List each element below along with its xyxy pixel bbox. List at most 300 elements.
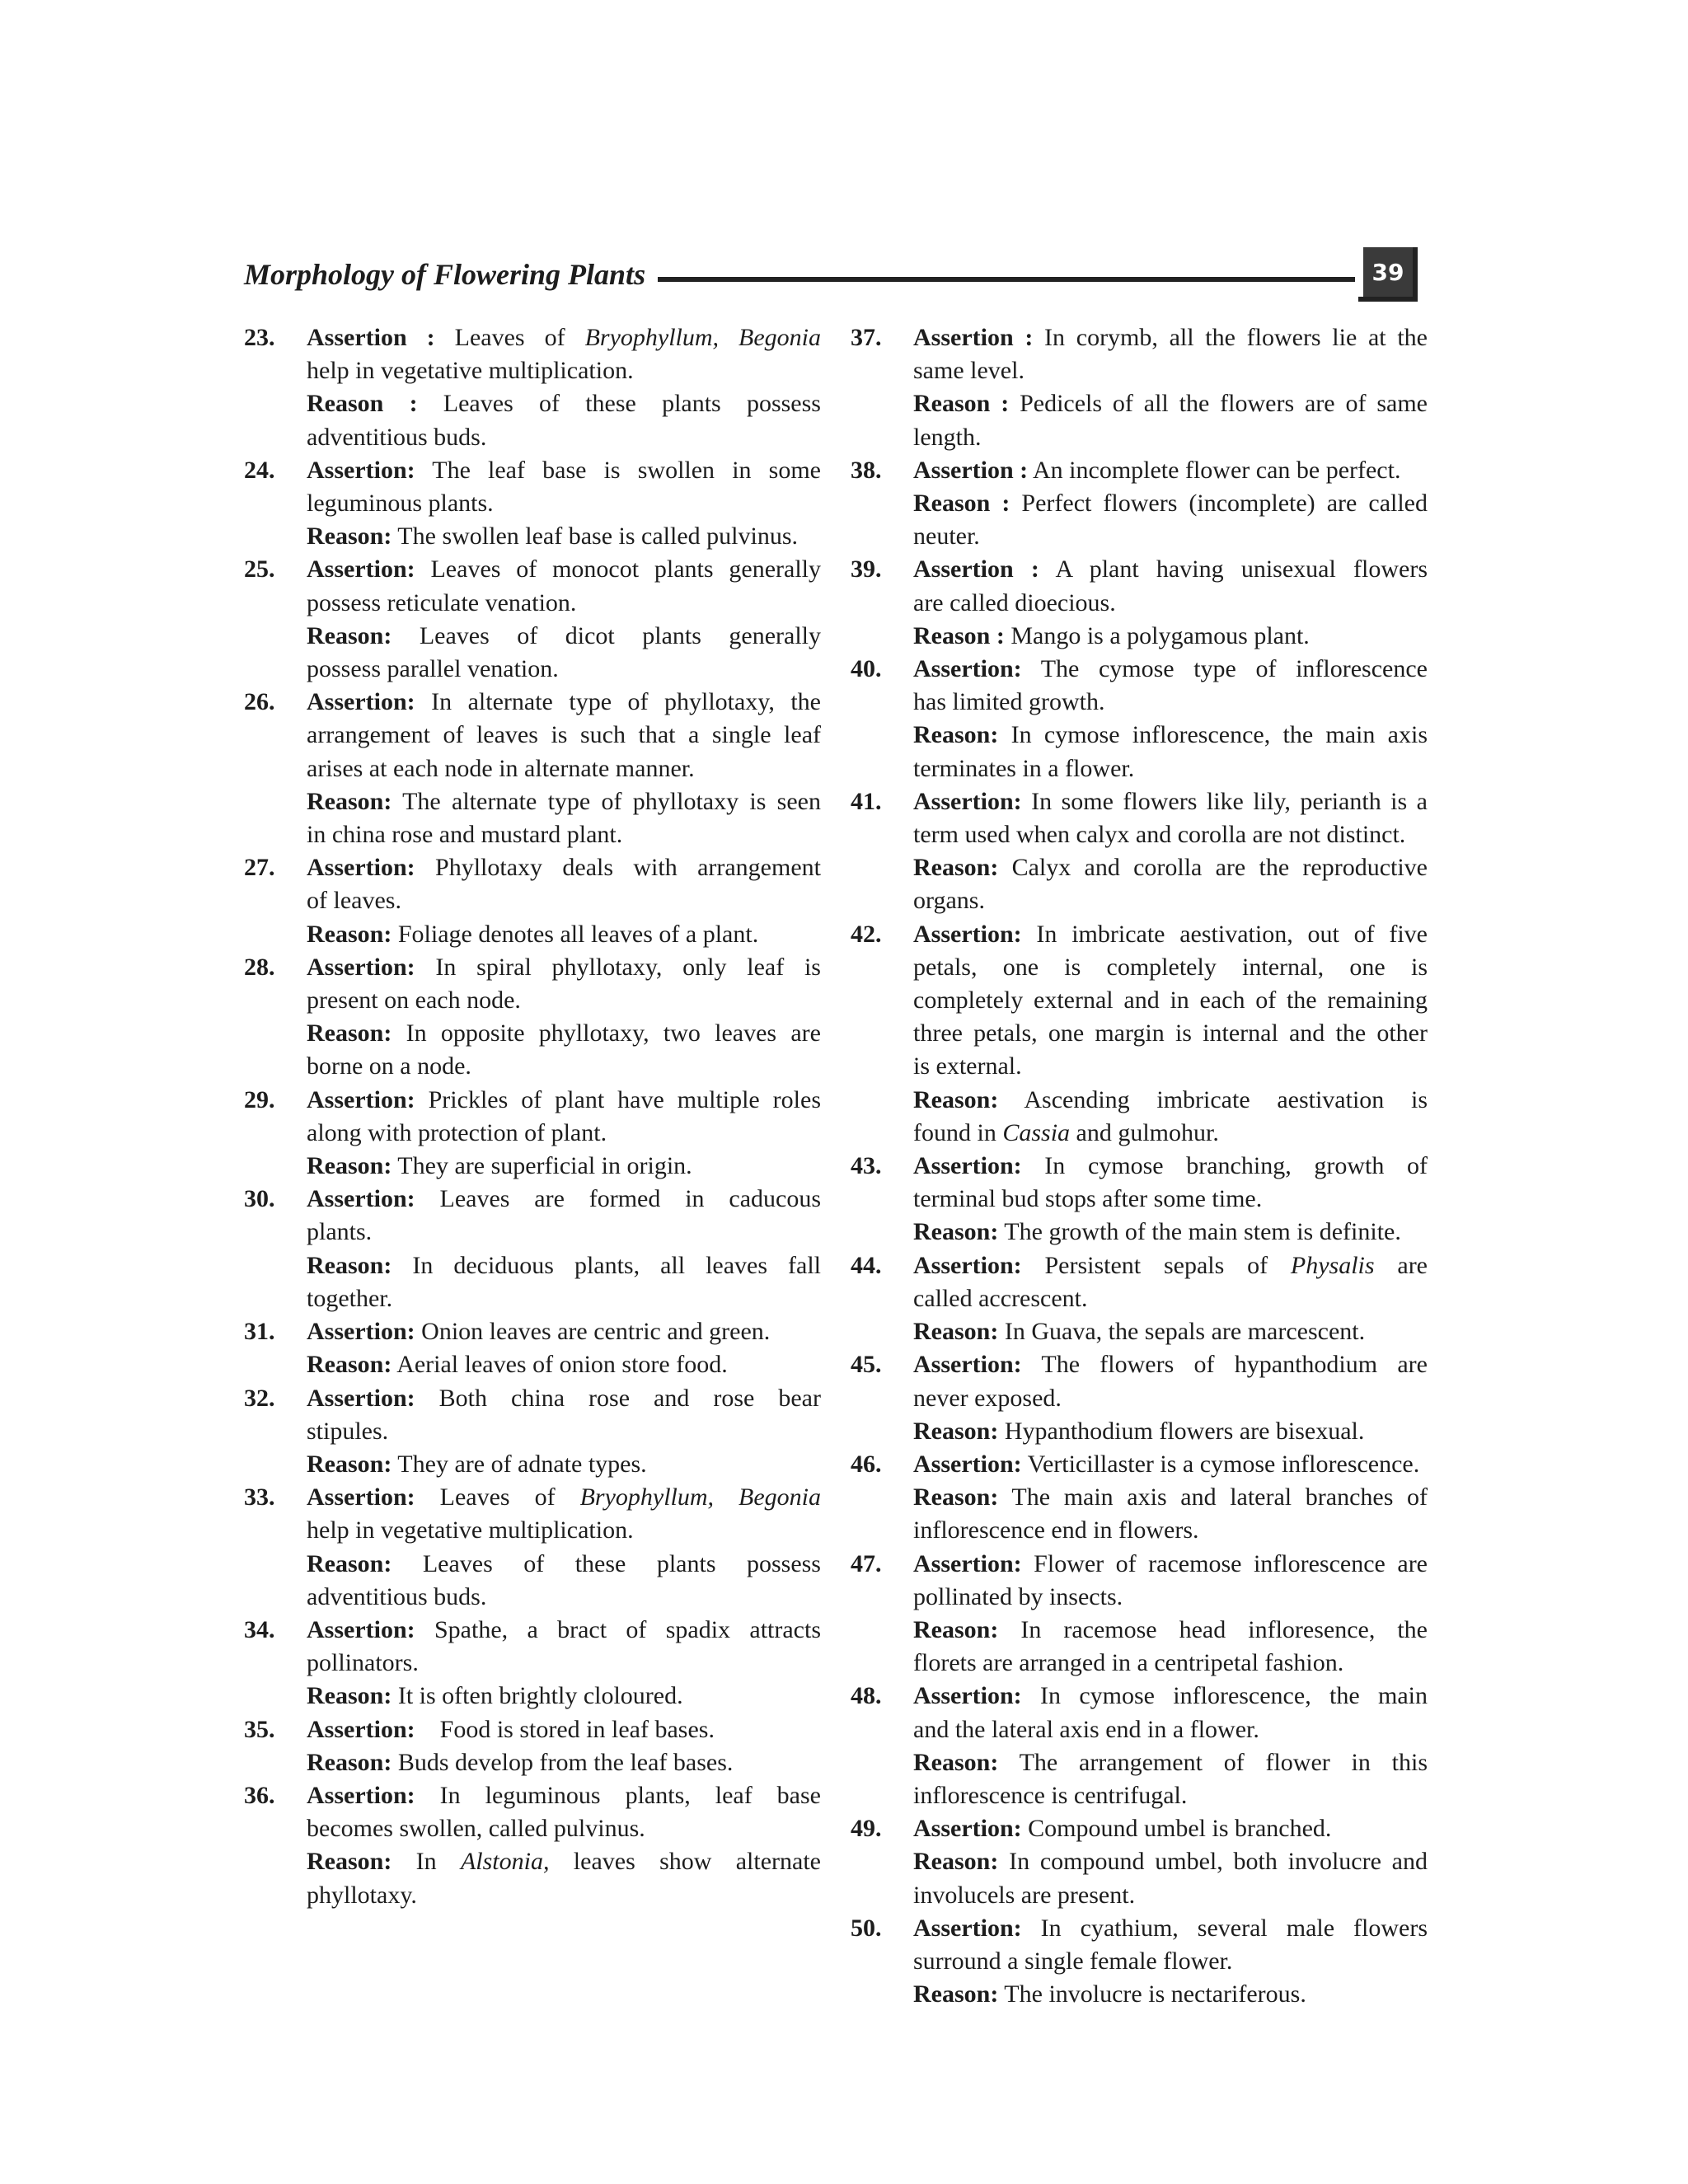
label: Reason: — [913, 721, 999, 749]
question-number: 42. — [851, 920, 882, 948]
question-number: 37. — [851, 324, 882, 351]
label: Reason: — [307, 523, 392, 551]
text-segment: In imbricate aestivation, out of five — [1021, 920, 1428, 948]
text-line — [913, 1282, 1428, 1315]
text-line — [307, 321, 821, 354]
text-segment: organs. — [913, 887, 985, 915]
label: Reason: — [913, 1848, 999, 1876]
text-line — [307, 1548, 821, 1581]
text-line — [307, 421, 821, 454]
text-segment: In alternate type of phyllotaxy, the — [415, 688, 821, 716]
label: Reason: — [913, 1085, 999, 1113]
text-segment: adventitious buds. — [307, 1582, 487, 1610]
page-number-edge — [1413, 247, 1418, 302]
text-segment: Buds develop from the leaf bases. — [392, 1748, 734, 1776]
text-segment: never exposed. — [913, 1384, 1062, 1412]
question-item — [244, 553, 821, 686]
text-line — [307, 1348, 821, 1381]
question-item — [851, 1548, 1428, 1680]
text-segment: The involucre is nectariferous. — [998, 1980, 1306, 2008]
question-number: 26. — [244, 688, 275, 716]
question-number: 32. — [244, 1384, 275, 1412]
text-line — [307, 1647, 821, 1680]
text-line — [913, 421, 1428, 454]
text-line — [913, 1879, 1428, 1912]
right-column — [851, 321, 1428, 2011]
text-segment: A plant having unisexual flowers — [1039, 555, 1428, 583]
text-line — [913, 686, 1428, 719]
text-line — [307, 653, 821, 686]
question-number: 43. — [851, 1152, 882, 1180]
text-line — [913, 1084, 1428, 1117]
text-line — [913, 1117, 1428, 1150]
text-line — [913, 1548, 1428, 1581]
text-line — [307, 1017, 821, 1050]
text-segment: along with protection of plant. — [307, 1118, 607, 1146]
scientific-name: Bryophyllum, Begonia — [579, 1483, 821, 1511]
text-segment: In cymose inflorescence, the main axis — [998, 721, 1428, 749]
text-segment: They are superficial in origin. — [392, 1152, 692, 1180]
label: Assertion: — [307, 1615, 415, 1643]
text-line — [307, 1216, 821, 1249]
text-line — [307, 1448, 821, 1481]
text-segment: help in vegetative multiplication. — [307, 1516, 634, 1544]
text-segment: term used when calyx and corolla are not distinct. — [913, 821, 1406, 849]
text-line — [913, 984, 1428, 1017]
text-line — [913, 487, 1428, 520]
text-line — [913, 1514, 1428, 1547]
text-segment: found in — [913, 1118, 1003, 1146]
text-segment: of leaves. — [307, 887, 401, 915]
label: Reason: — [913, 1483, 999, 1511]
text-segment: Leaves of — [434, 324, 585, 351]
text-segment: In spiral phyllotaxy, only leaf is — [415, 953, 821, 981]
text-segment: adventitious buds. — [307, 423, 487, 451]
question-item — [851, 321, 1428, 454]
text-line — [307, 1845, 821, 1878]
text-line — [307, 620, 821, 653]
text-line — [913, 851, 1428, 884]
text-line — [307, 1150, 821, 1183]
text-line — [307, 354, 821, 387]
text-segment: In cymose inflorescence, the main — [1021, 1682, 1428, 1710]
text-segment: It is often brightly cloloured. — [392, 1682, 683, 1710]
text-line — [307, 1249, 821, 1282]
text-segment: Leaves of monocot plants generally — [415, 555, 821, 583]
text-segment: possess reticulate venation. — [307, 588, 577, 616]
text-segment: Flower of racemose inflorescence are — [1021, 1549, 1428, 1577]
text-segment: neuter. — [913, 523, 980, 551]
label: Reason : — [913, 390, 1010, 418]
page-number: 39 — [1363, 247, 1413, 297]
text-line — [307, 1481, 821, 1514]
text-line — [913, 1614, 1428, 1647]
question-number: 28. — [244, 953, 275, 981]
question-number: 25. — [244, 555, 275, 583]
label: Assertion: — [913, 1815, 1022, 1843]
label: Assertion: — [913, 1152, 1022, 1180]
text-line — [307, 918, 821, 951]
text-segment: Leaves are formed in caducous — [415, 1185, 821, 1213]
text-segment: In deciduous plants, all leaves fall — [392, 1251, 821, 1279]
question-number: 39. — [851, 555, 882, 583]
text-line — [913, 620, 1428, 653]
text-segment: Leaves of — [415, 1483, 580, 1511]
text-segment: Food is stored in leaf bases. — [415, 1715, 715, 1743]
text-segment: In opposite phyllotaxy, two leaves are — [392, 1019, 821, 1047]
text-line — [307, 719, 821, 752]
text-line — [913, 1845, 1428, 1878]
label: Assertion: — [307, 953, 415, 981]
text-line — [913, 1581, 1428, 1614]
text-segment: is external. — [913, 1052, 1022, 1080]
question-number: 46. — [851, 1450, 882, 1478]
label: Reason: — [307, 1848, 392, 1876]
question-number: 29. — [244, 1085, 275, 1113]
question-number: 49. — [851, 1815, 882, 1843]
label: Assertion: — [307, 1085, 415, 1113]
text-line — [307, 1315, 821, 1348]
header-rule — [658, 277, 1355, 282]
text-segment: In — [392, 1848, 461, 1876]
text-line — [913, 1779, 1428, 1812]
text-segment: In cyathium, several male flowers — [1021, 1914, 1428, 1942]
question-number: 31. — [244, 1318, 275, 1346]
question-item — [851, 1812, 1428, 1912]
text-segment: Ascending imbricate aestivation is — [998, 1085, 1428, 1113]
label: Assertion: — [913, 1351, 1022, 1379]
question-item — [851, 1348, 1428, 1448]
text-line — [913, 1348, 1428, 1381]
text-line — [307, 487, 821, 520]
text-line — [913, 1415, 1428, 1448]
text-line — [307, 387, 821, 420]
text-line — [307, 454, 821, 487]
text-segment: surround a single female flower. — [913, 1947, 1233, 1975]
label: Reason : — [307, 390, 418, 418]
text-line — [913, 387, 1428, 420]
label: Assertion: — [913, 655, 1022, 683]
text-line — [913, 520, 1428, 553]
text-line — [307, 951, 821, 984]
question-item — [244, 1382, 821, 1482]
question-number: 35. — [244, 1715, 275, 1743]
text-line — [913, 1150, 1428, 1183]
text-line — [307, 1382, 821, 1415]
text-line — [913, 818, 1428, 851]
question-item — [851, 553, 1428, 653]
text-segment: The growth of the main stem is definite. — [998, 1218, 1401, 1246]
text-line — [307, 1614, 821, 1647]
text-line — [307, 1183, 821, 1216]
text-segment: Compound umbel is branched. — [1021, 1815, 1332, 1843]
label: Reason: — [307, 1549, 392, 1577]
label: Reason: — [307, 1019, 392, 1047]
label: Assertion: — [307, 1715, 415, 1743]
chapter-title: Morphology of Flowering Plants — [244, 258, 646, 291]
text-segment: An incomplete flower can be perfect. — [1028, 456, 1401, 484]
label: Assertion: — [307, 1185, 415, 1213]
question-item — [851, 1448, 1428, 1548]
label: Assertion : — [913, 456, 1029, 484]
label: Assertion : — [307, 324, 435, 351]
label: Assertion : — [913, 324, 1034, 351]
question-item — [851, 1150, 1428, 1249]
text-segment: phyllotaxy. — [307, 1881, 417, 1909]
label: Assertion: — [913, 1914, 1022, 1942]
label: Reason: — [913, 1218, 999, 1246]
label: Reason: — [913, 1318, 999, 1346]
text-segment: together. — [307, 1284, 393, 1312]
text-segment: possess parallel venation. — [307, 655, 559, 683]
label: Reason: — [307, 1682, 392, 1710]
text-segment: petals, one is completely internal, one is — [913, 953, 1428, 981]
text-segment: In racemose head infloresence, the — [998, 1615, 1428, 1643]
text-line — [913, 1713, 1428, 1746]
question-item — [851, 1249, 1428, 1349]
question-number: 47. — [851, 1549, 882, 1577]
text-segment: Leaves of dicot plants generally — [392, 621, 821, 649]
label: Assertion: — [307, 555, 415, 583]
text-segment: The main axis and lateral branches of — [998, 1483, 1428, 1511]
text-line — [307, 884, 821, 917]
text-segment: The arrangement of flower in this — [998, 1748, 1428, 1776]
label: Reason : — [913, 621, 1005, 649]
text-segment: Verticillaster is a cymose inflorescence. — [1021, 1450, 1420, 1478]
question-item — [244, 951, 821, 1084]
text-line — [913, 1249, 1428, 1282]
text-segment: In Guava, the sepals are marcescent. — [998, 1318, 1366, 1346]
text-segment: florets are arranged in a centripetal fashion. — [913, 1649, 1344, 1677]
text-segment: The leaf base is swollen in some — [415, 456, 821, 484]
text-line — [307, 1746, 821, 1779]
text-line — [913, 1183, 1428, 1216]
text-line — [913, 1647, 1428, 1680]
question-number: 27. — [244, 854, 275, 882]
label: Reason: — [307, 1351, 392, 1379]
text-line — [307, 1117, 821, 1150]
text-line — [307, 1415, 821, 1448]
text-line — [307, 686, 821, 719]
question-number: 41. — [851, 787, 882, 815]
page-header — [244, 247, 1418, 313]
question-item — [851, 785, 1428, 918]
text-line — [913, 1912, 1428, 1945]
question-number: 36. — [244, 1781, 275, 1809]
text-line — [913, 653, 1428, 686]
label: Reason: — [913, 1748, 999, 1776]
text-segment: In some flowers like lily, perianth is a — [1021, 787, 1428, 815]
text-segment: has limited growth. — [913, 688, 1105, 716]
text-segment: involucels are present. — [913, 1881, 1136, 1909]
question-item — [244, 454, 821, 554]
question-item — [244, 1183, 821, 1315]
label: Reason: — [307, 1152, 392, 1180]
text-segment: inflorescence end in flowers. — [913, 1516, 1199, 1544]
label: Reason: — [913, 854, 999, 882]
label: Assertion: — [307, 1384, 415, 1412]
text-line — [913, 454, 1428, 487]
text-line — [913, 1746, 1428, 1779]
label: Reason: — [307, 920, 392, 948]
text-segment: They are of adnate types. — [392, 1450, 647, 1478]
question-item — [851, 1680, 1428, 1812]
text-segment: The alternate type of phyllotaxy is seen — [392, 787, 821, 815]
label: Assertion: — [307, 1318, 415, 1346]
text-line — [913, 785, 1428, 818]
question-item — [244, 1713, 821, 1779]
text-line — [913, 321, 1428, 354]
text-line — [913, 1315, 1428, 1348]
text-line — [913, 752, 1428, 785]
text-line — [307, 851, 821, 884]
label: Assertion: — [913, 920, 1022, 948]
left-column — [244, 321, 821, 1912]
text-line — [913, 951, 1428, 984]
text-segment: help in vegetative multiplication. — [307, 357, 634, 385]
text-segment: Pedicels of all the flowers are of same — [1009, 390, 1428, 418]
text-line — [307, 1514, 821, 1547]
label: Assertion: — [307, 854, 415, 882]
text-segment: borne on a node. — [307, 1052, 471, 1080]
label: Assertion: — [913, 1251, 1022, 1279]
label: Reason: — [307, 1251, 392, 1279]
text-line — [913, 918, 1428, 951]
text-segment: in china rose and mustard plant. — [307, 821, 623, 849]
text-segment: Aerial leaves of onion store food. — [392, 1351, 728, 1379]
text-line — [913, 1680, 1428, 1713]
label: Reason: — [307, 621, 392, 649]
text-line — [307, 1680, 821, 1713]
text-line — [913, 553, 1428, 586]
text-segment: completely external and in each of the remaining — [913, 987, 1428, 1015]
text-line — [913, 1448, 1428, 1481]
text-line — [307, 785, 821, 818]
text-line — [307, 818, 821, 851]
text-line — [307, 1779, 821, 1812]
text-segment: and gulmohur. — [1070, 1118, 1219, 1146]
text-line — [913, 719, 1428, 752]
text-segment: called accrescent. — [913, 1284, 1088, 1312]
text-segment: same level. — [913, 357, 1025, 385]
text-segment: Foliage denotes all leaves of a plant. — [392, 920, 759, 948]
question-number: 23. — [244, 324, 275, 351]
text-segment: pollinators. — [307, 1649, 419, 1677]
text-segment: In corymb, all the flowers lie at the — [1033, 324, 1428, 351]
text-line — [307, 1879, 821, 1912]
label: Assertion: — [307, 688, 415, 716]
label: Reason: — [913, 1417, 999, 1445]
question-number: 40. — [851, 655, 882, 683]
question-item — [244, 1481, 821, 1614]
page-number-underline — [1358, 297, 1418, 302]
question-item — [244, 1614, 821, 1713]
question-number: 44. — [851, 1251, 882, 1279]
text-segment: three petals, one margin is internal and the other — [913, 1019, 1428, 1047]
text-segment: Leaves of these plants possess — [392, 1549, 821, 1577]
text-line — [913, 587, 1428, 620]
label: Reason: — [307, 787, 392, 815]
text-segment: terminates in a flower. — [913, 754, 1135, 782]
text-line — [913, 1382, 1428, 1415]
question-item — [244, 1315, 821, 1381]
question-number: 48. — [851, 1682, 882, 1710]
scientific-name: Alstonia, — [460, 1848, 550, 1876]
question-number: 45. — [851, 1351, 882, 1379]
text-line — [913, 354, 1428, 387]
question-number: 34. — [244, 1615, 275, 1643]
text-line — [307, 1581, 821, 1614]
text-segment: pollinated by insects. — [913, 1582, 1123, 1610]
text-line — [307, 587, 821, 620]
scientific-name: Bryophyllum, Begonia — [584, 324, 821, 351]
label: Assertion: — [913, 1682, 1022, 1710]
text-line — [307, 1713, 821, 1746]
text-segment: In cymose branching, growth of — [1021, 1152, 1428, 1180]
text-segment: The swollen leaf base is called pulvinus. — [392, 523, 798, 551]
text-segment: In compound umbel, both involucre and — [998, 1848, 1428, 1876]
text-line — [307, 1050, 821, 1083]
text-line — [307, 520, 821, 553]
label: Reason: — [913, 1980, 999, 2008]
question-number: 33. — [244, 1483, 275, 1511]
text-segment: plants. — [307, 1218, 373, 1246]
text-line — [307, 553, 821, 586]
text-segment: leguminous plants. — [307, 490, 494, 518]
text-segment: Mango is a polygamous plant. — [1004, 621, 1310, 649]
question-number: 38. — [851, 456, 882, 484]
text-segment: Perfect flowers (incomplete) are called — [1010, 490, 1428, 518]
label: Assertion: — [307, 1483, 415, 1511]
question-item — [244, 321, 821, 454]
text-line — [307, 1812, 821, 1845]
text-segment: Hypanthodium flowers are bisexual. — [998, 1417, 1365, 1445]
label: Reason : — [913, 490, 1010, 518]
text-segment: arrangement of leaves is such that a single leaf — [307, 721, 821, 749]
text-segment: length. — [913, 423, 982, 451]
question-item — [851, 454, 1428, 554]
question-item — [851, 653, 1428, 785]
text-segment: are — [1374, 1251, 1428, 1279]
text-line — [307, 1282, 821, 1315]
text-line — [913, 1216, 1428, 1249]
text-line — [913, 1945, 1428, 1978]
text-segment: arises at each node in alternate manner. — [307, 754, 695, 782]
text-segment: Spathe, a bract of spadix attracts — [415, 1615, 821, 1643]
question-number: 24. — [244, 456, 275, 484]
label: Reason: — [307, 1748, 392, 1776]
text-segment: In leguminous plants, leaf base — [415, 1781, 821, 1809]
text-segment: Phyllotaxy deals with arrangement — [415, 854, 821, 882]
label: Reason: — [913, 1615, 999, 1643]
question-item — [244, 1779, 821, 1912]
text-line — [913, 1481, 1428, 1514]
text-segment: Both china rose and rose bear — [415, 1384, 821, 1412]
text-segment: and the lateral axis end in a flower. — [913, 1715, 1259, 1743]
text-segment: becomes swollen, called pulvinus. — [307, 1815, 645, 1843]
question-number: 30. — [244, 1185, 275, 1213]
question-item — [244, 851, 821, 951]
text-segment: leaves show alternate — [549, 1848, 821, 1876]
text-line — [307, 984, 821, 1017]
text-segment: terminal bud stops after some time. — [913, 1185, 1263, 1213]
text-segment: are called dioecious. — [913, 588, 1116, 616]
question-item — [244, 1084, 821, 1183]
label: Assertion: — [913, 1450, 1022, 1478]
text-segment: The flowers of hypanthodium are — [1021, 1351, 1428, 1379]
text-segment: Prickles of plant have multiple roles — [415, 1085, 821, 1113]
text-segment: Calyx and corolla are the reproductive — [998, 854, 1428, 882]
